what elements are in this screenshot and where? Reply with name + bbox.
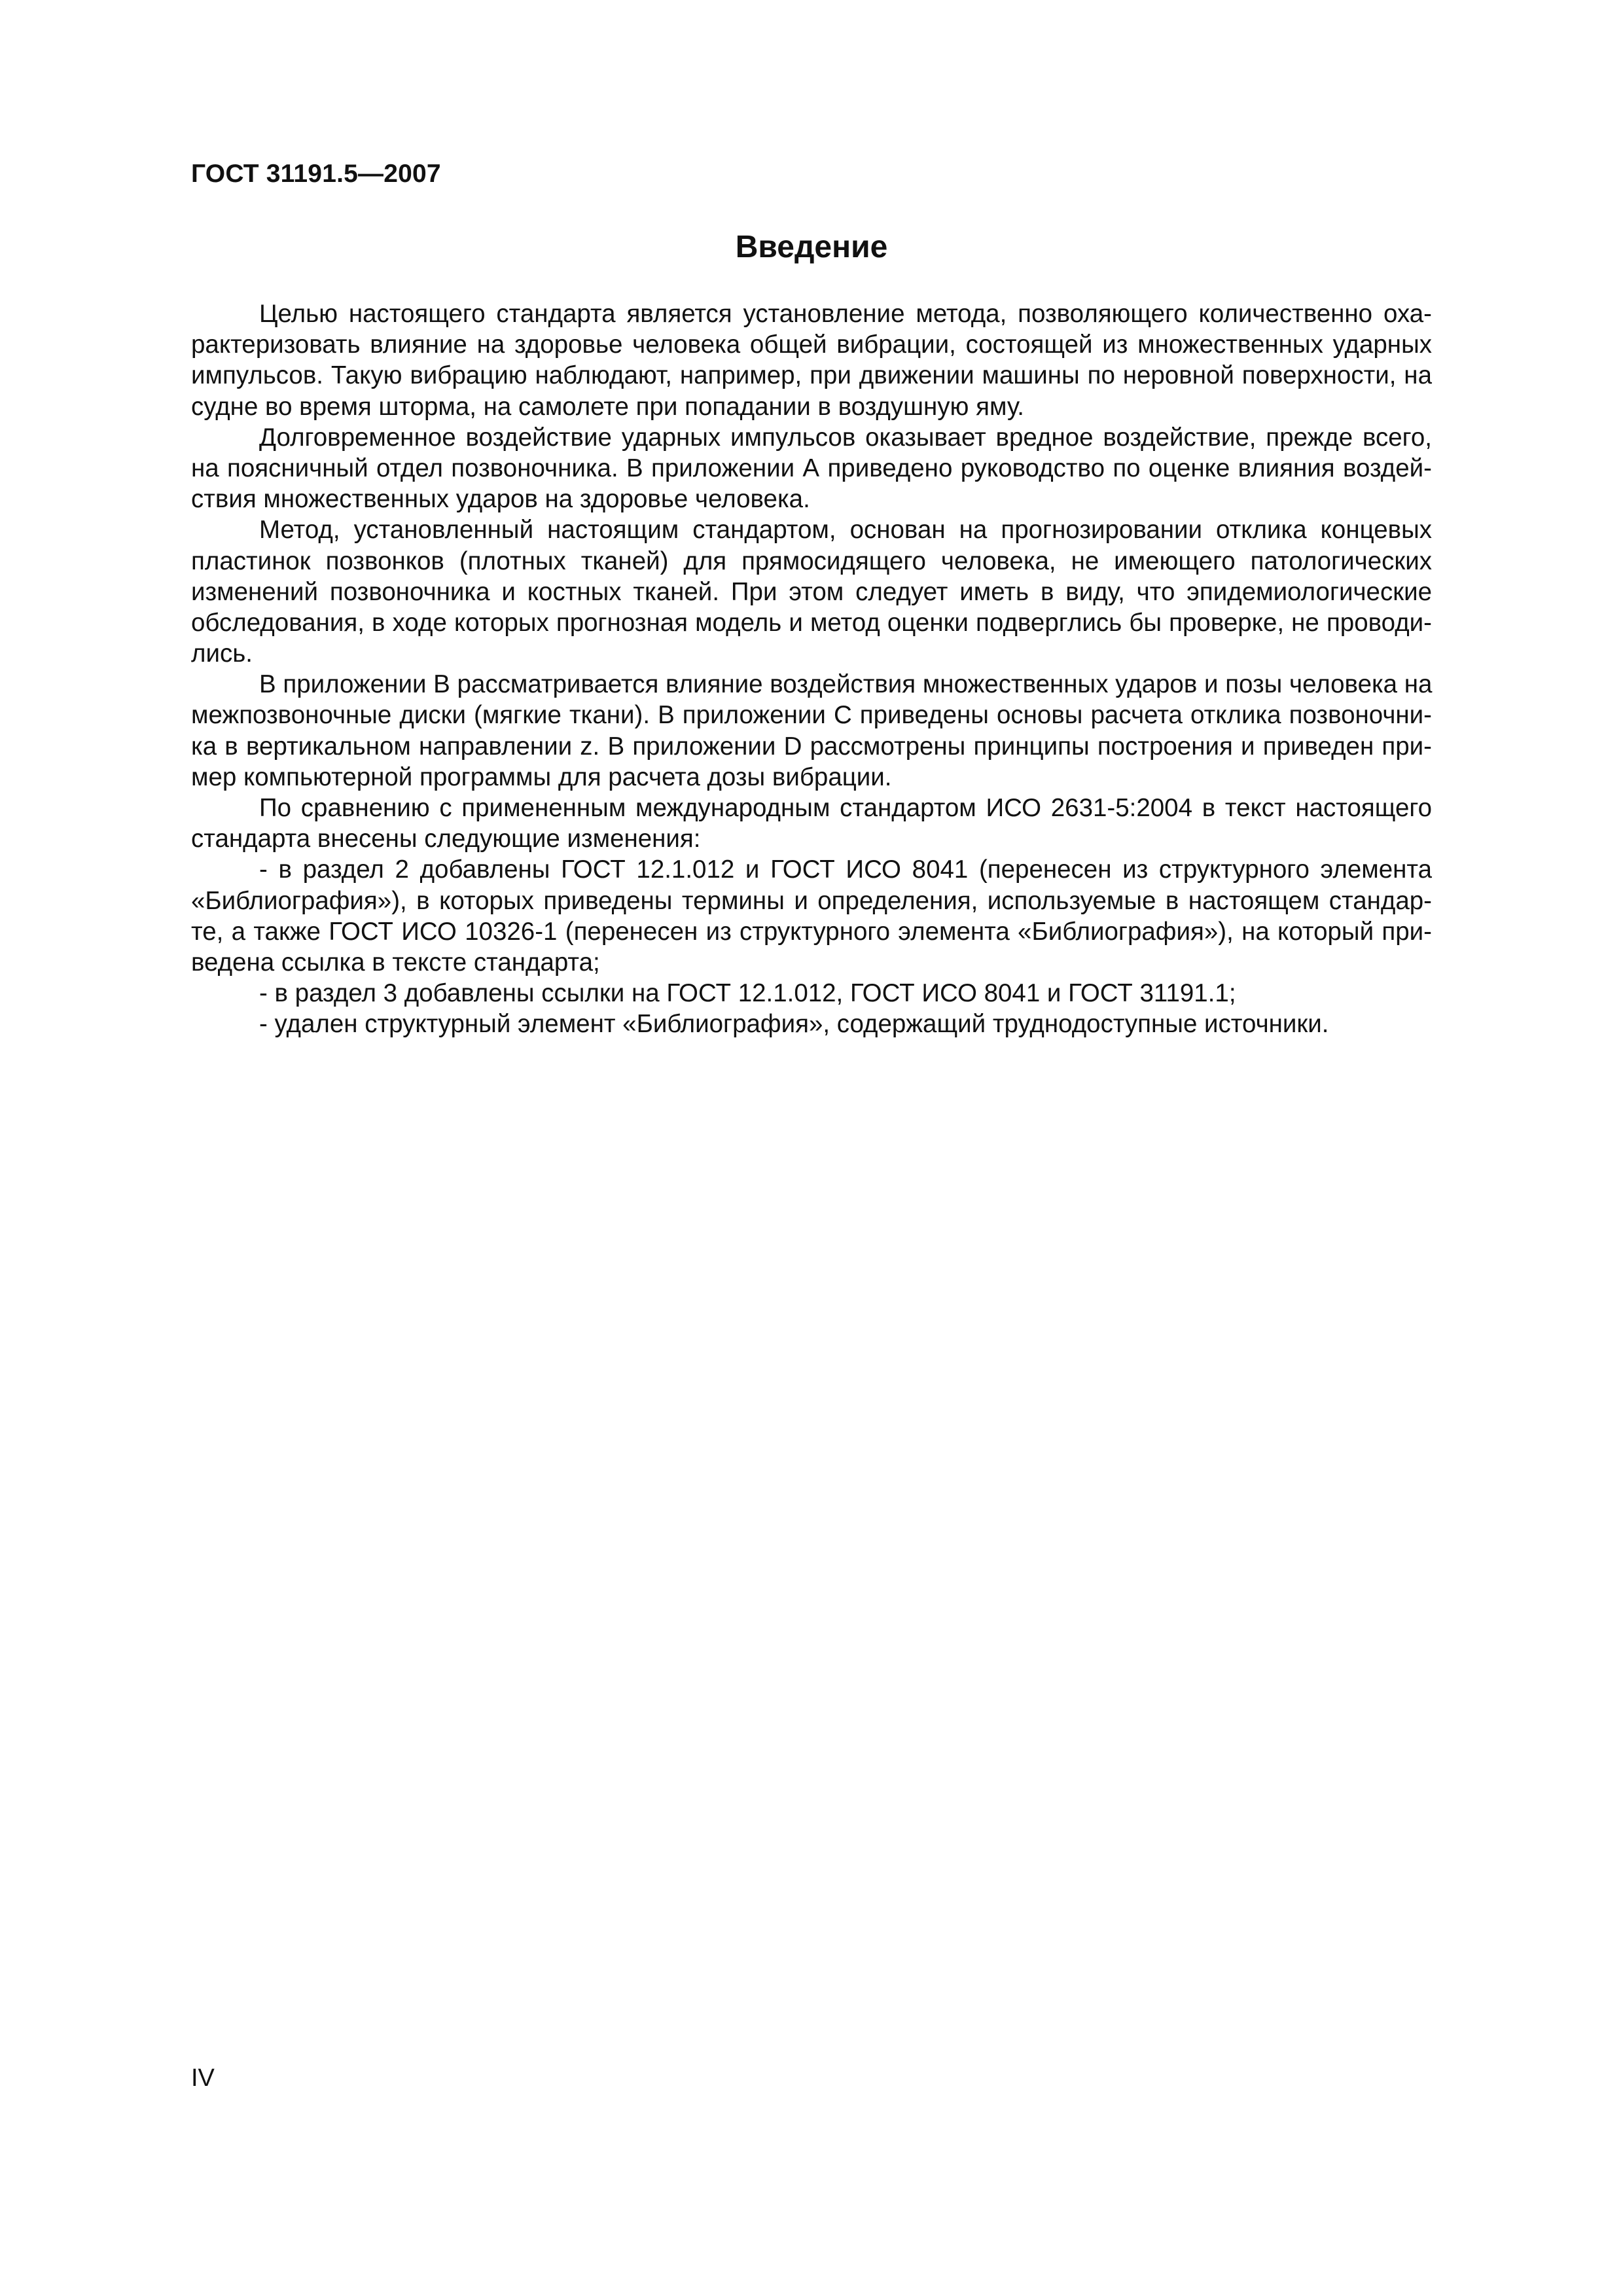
text-line: мер компьютерной программы для расчета дозы вибрации. xyxy=(191,762,892,791)
page-number: IV xyxy=(191,2064,215,2092)
text-line: «Библиография»), в которых приведены термины и определения, используемые в настоящем стандар- xyxy=(191,886,1432,915)
text-line: - в раздел 2 добавлены ГОСТ 12.1.012 и ГОСТ ИСО 8041 (перенесен из структурного элемента xyxy=(259,855,1432,884)
document-code-header: ГОСТ 31191.5—2007 xyxy=(191,160,441,188)
text-line: те, а также ГОСТ ИСО 10326-1 (перенесен из структурного элемента «Библиография»), на который при- xyxy=(191,917,1432,946)
text-line: межпозвоночные диски (мягкие ткани). В приложении С приведены основы расчета отклика позвоночни- xyxy=(191,701,1432,730)
introduction-body xyxy=(191,298,1432,1040)
text-line: - удален структурный элемент «Библиография», содержащий труднодоступные источники. xyxy=(259,1010,1329,1039)
text-line: изменений позвоночника и костных тканей. При этом следует иметь в виду, что эпидемиологические xyxy=(191,577,1432,606)
text-line: рактеризовать влияние на здоровье человека общей вибрации, состоящей из множественных ударных xyxy=(191,331,1432,359)
text-line: импульсов. Такую вибрацию наблюдают, например, при движении машины по неровной поверхности, на xyxy=(191,361,1432,390)
text-line: ведена ссылка в тексте стандарта; xyxy=(191,948,600,977)
text-line: В приложении В рассматривается влияние воздействия множественных ударов и позы человека на xyxy=(259,670,1433,699)
text-line: судне во время шторма, на самолете при попадании в воздушную яму. xyxy=(191,392,1024,421)
text-line: стандарта внесены следующие изменения: xyxy=(191,825,701,853)
text-line: Метод, установленный настоящим стандартом, основан на прогнозировании отклика концевых xyxy=(259,516,1432,545)
text-line: на поясничный отдел позвоночника. В приложении А приведено руководство по оценке влияния воздей- xyxy=(191,454,1432,482)
text-line: - в раздел 3 добавлены ссылки на ГОСТ 12.1.012, ГОСТ ИСО 8041 и ГОСТ 31191.1; xyxy=(259,979,1236,1008)
text-line: Долговременное воздействие ударных импульсов оказывает вредное воздействие, прежде всего, xyxy=(259,423,1432,452)
text-line: обследования, в ходе которых прогнозная модель и метод оценки подверглись бы проверке, не проводи- xyxy=(191,608,1432,637)
text-line: пластинок позвонков (плотных тканей) для прямосидящего человека, не имеющего патологических xyxy=(191,547,1432,575)
text-line: ка в вертикальном направлении z. В приложении D рассмотрены принципы построения и приведен при- xyxy=(191,732,1432,761)
text-line: ствия множественных ударов на здоровье человека. xyxy=(191,485,810,514)
section-title: Введение xyxy=(735,230,888,264)
text-line: По сравнению с примененным международным стандартом ИСО 2631-5:2004 в текст настоящего xyxy=(259,794,1432,822)
text-line: Целью настоящего стандарта является установление метода, позволяющего количественно оха- xyxy=(259,300,1432,328)
text-line: лись. xyxy=(191,639,253,668)
